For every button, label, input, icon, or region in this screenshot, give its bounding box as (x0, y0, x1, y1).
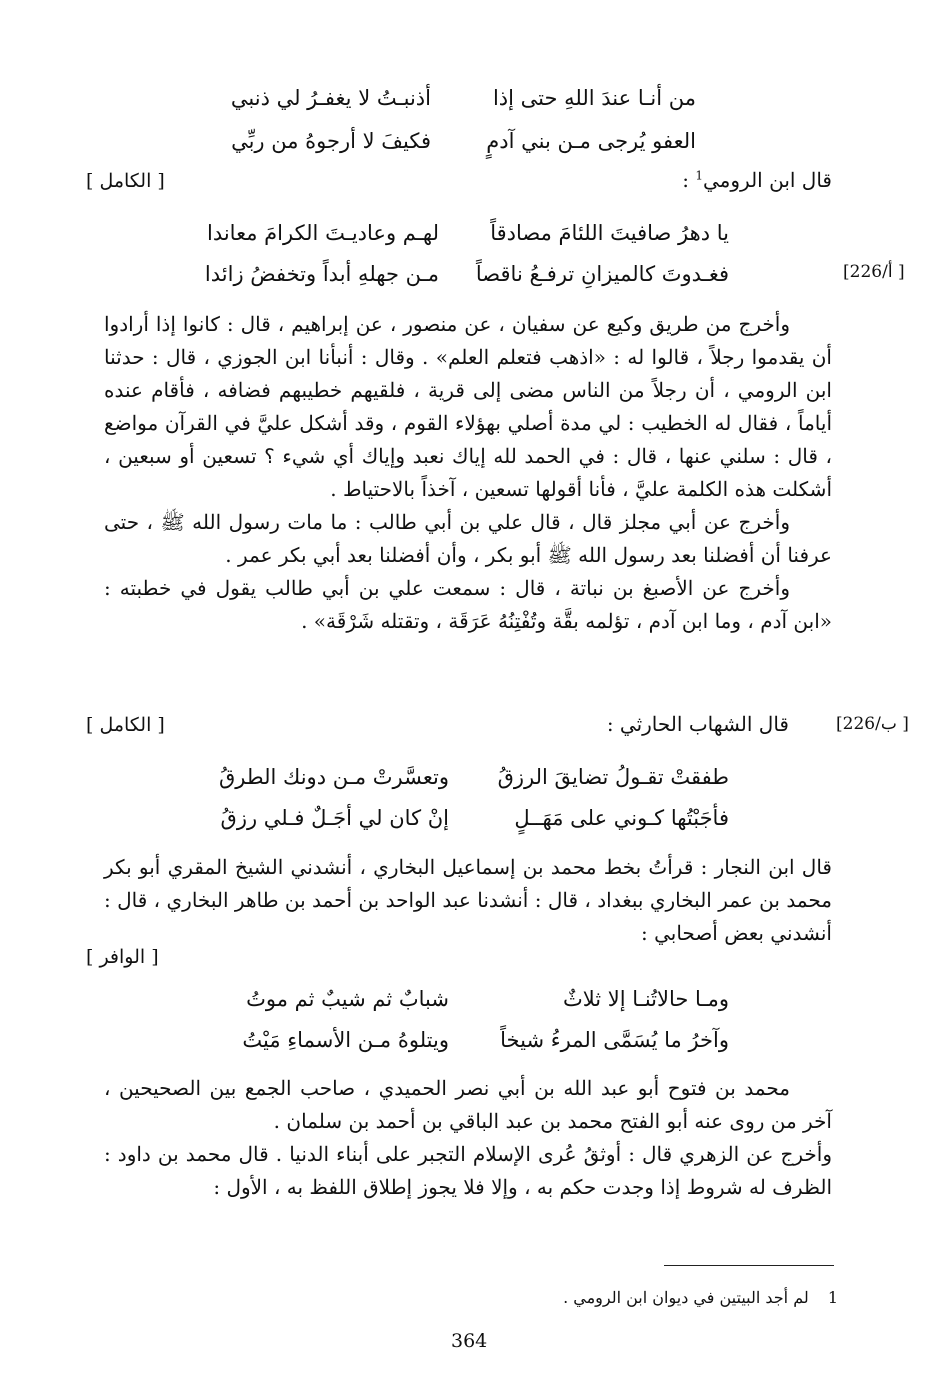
meter-label-1: [ الكامل ] (86, 170, 165, 192)
meter-label-3: [ الوافر ] (86, 946, 159, 968)
poem-intro-colon: : (682, 168, 696, 192)
poem-intro-text: قال ابن الرومي (703, 168, 832, 192)
verse-2-hemistich-left: فكيفَ لا أرجوهُ من ربِّي (231, 129, 431, 153)
verse-6-hemistich-right: فأجَبْتُها كـوني على مَهَــلٍ (514, 806, 729, 830)
footnote-number: 1 (827, 1288, 838, 1307)
paragraph: محمد بن فتوح أبو عبد الله بن أبي نصر الحميدي ، صاحب الجمع بين الصحيحين ، آخر من روى عنه أبو الفتح محمد بن عبد الباقي بن أحمد بن سلمان . (104, 1076, 832, 1133)
verse-6-hemistich-left: إنْ كان لي أجَـلٌ فـلي رزقُ (220, 806, 449, 830)
verse-1-hemistich-right: من أنـا عندَ اللهِ حتى إذا (492, 86, 696, 110)
footnote-marker: 1 (695, 168, 704, 183)
footnote-divider (664, 1265, 834, 1266)
verse-5-hemistich-left: وتعسَّرتْ مـن دونك الطرقُ (219, 765, 449, 789)
prose-block-2 (104, 851, 832, 950)
verse-5-hemistich-right: طفقتْ تقـولُ تضايقَ الرزقُ (497, 765, 729, 789)
verse-1-hemistich-left: أذنبـتُ لا يغفـرُ لي ذنبي (230, 86, 431, 110)
footnote-1 (563, 1288, 838, 1307)
verse-4-hemistich-left: مـن جهلهِ أبداً وتخفضُ زائدا (204, 262, 439, 286)
poem-intro-ibn-al-rumi (682, 168, 832, 192)
paragraph: وأخرج عن أبي مجلز قال ، قال علي بن أبي طالب : ما مات رسول الله ﷺ ، حتى عرفنا أن أفضلنا بعد رسول الله ﷺ أبو بكر ، وأن أفضلنا بعد أبي بكر عمر . (104, 510, 832, 567)
verse-3-hemistich-right: يا دهرُ صافيتَ اللئامَ مصادقاً (490, 221, 729, 245)
paragraph: وأخرج عن الزهري قال : أوثقُ عُرى الإسلام التجبر على أبناء الدنيا . قال محمد بن داود : الظرف له شروط إذا وجدت حكم به ، وإلا فلا يجوز إطلاق اللفظ به ، الأول : (104, 1142, 832, 1199)
paragraph: وأخرج عن الأصبغ بن نباتة ، قال : سمعت علي بن أبي طالب يقول في خطبته : «ابن آدم ، وما ابن آدم ، تؤلمه بقَّة وتُفْتِنُهُ عَرَقَة ، وتقتله شَرْقَة» . (104, 576, 832, 633)
margin-folio-ref-b: [226/ب ] (836, 714, 909, 734)
margin-folio-ref-a: [226/أ ] (843, 262, 905, 282)
verse-8-hemistich-right: وآخرُ ما يُسَمَّى المرءُ شيخاً (500, 1028, 729, 1052)
verse-2-hemistich-right: العفو يُرجى مـن بني آدمٍ (486, 129, 696, 153)
paragraph: وأخرج من طريق وكيع عن سفيان ، عن منصور ، عن إبراهيم ، قال : كانوا إذا أرادوا أن يقدموا رجلاً ، قالوا له : «اذهب فتعلم العلم» . وقال : أنبأنا ابن الجوزي ، قال : حدثنا ابن الرومي ، أن رجلاً من الناس مضى إلى قرية ، فلقيهم خطيبهم فضافه ، فأقام عنده أياماً ، فقال له الخطيب : لي مدة أصلي بهؤلاء القوم ، وقد أشكل عليَّ في القرآن مواضع ، قال : سلني عنها ، قال : في الحمد لله إياك نعبد وإياك أي شيء ؟ تسعين أو سبعين ، أشكلت هذه الكلمة عليَّ ، فأنا أقولها تسعين ، آخذاً بالاحتياط . (104, 312, 832, 501)
verse-4-hemistich-right: فغـدوتَ كالميزانِ ترفـعُ ناقصاً (475, 262, 729, 286)
verse-7-hemistich-right: ومـا حالاتُنـا إلا ثلاثٌ (562, 987, 729, 1011)
footnote-text: لم أجد البيتين في ديوان ابن الرومي . (563, 1288, 809, 1307)
verse-8-hemistich-left: ويتلوهُ مـن الأسماءِ مَيْتُ (242, 1028, 449, 1052)
page-number: 364 (451, 1330, 488, 1352)
meter-label-2: [ الكامل ] (86, 714, 165, 736)
paragraph: قال ابن النجار : قرأتُ بخط محمد بن إسماعيل البخاري ، أنشدني الشيخ المقري أبو بكر محمد بن عمر البخاري ببغداد ، قال : أنشدنا عبد الواحد بن أحمد بن طاهر البخاري ، قال : أنشدني بعض أصحابي : (104, 855, 832, 945)
poem-intro-al-harithi: قال الشهاب الحارثي : (606, 712, 789, 736)
verse-3-hemistich-left: لهـم وعاديـتَ الكرامَ معاندا (206, 221, 439, 245)
prose-block-1 (104, 308, 832, 638)
prose-block-3 (104, 1072, 832, 1204)
verse-7-hemistich-left: شبابٌ ثم شيبٌ ثم موتُ (246, 987, 449, 1011)
